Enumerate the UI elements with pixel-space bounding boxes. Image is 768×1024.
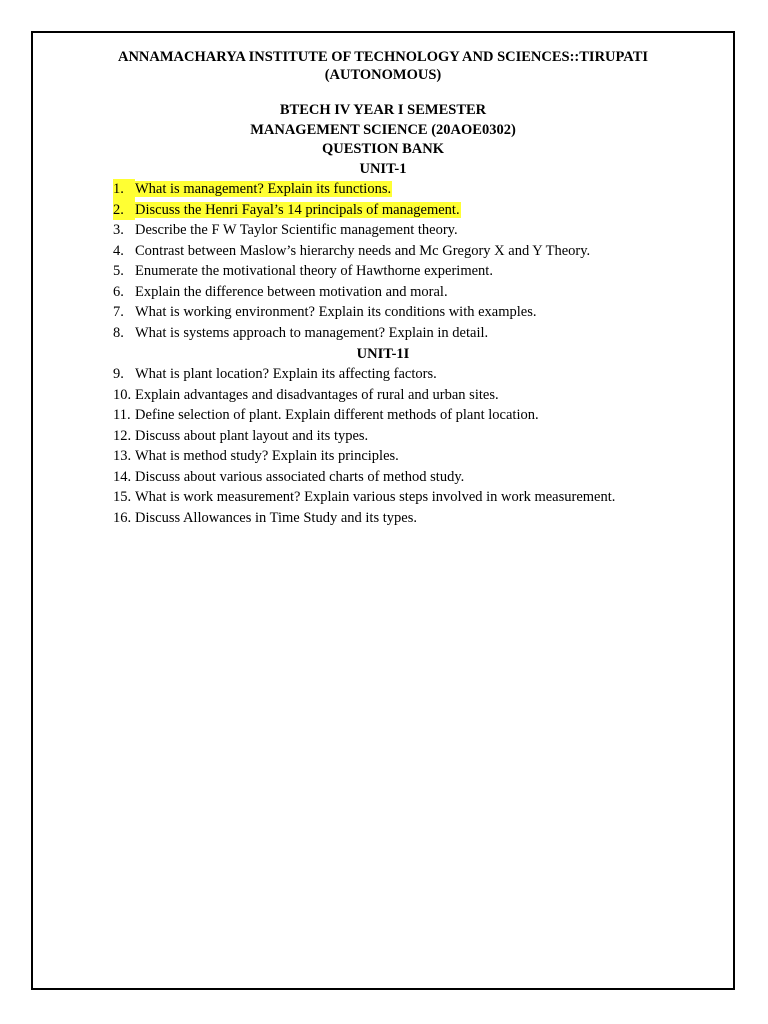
question-item (113, 467, 615, 488)
unit-1-heading: UNIT-1 (359, 161, 407, 177)
question-item (113, 487, 615, 508)
question-number: 12. (113, 427, 132, 444)
question-item (113, 179, 590, 200)
question-text: Discuss Allowances in Time Study and its types. (135, 509, 417, 526)
question-text: Define selection of plant. Explain different methods of plant location. (135, 407, 539, 423)
document-type: QUESTION BANK (321, 141, 445, 157)
unit-1-question-list (113, 179, 590, 343)
question-item (113, 241, 590, 262)
course-title: MANAGEMENT SCIENCE (20AOE0302) (250, 121, 516, 138)
question-number: 10. (113, 386, 132, 403)
question-item (113, 220, 590, 241)
question-item (113, 405, 615, 426)
autonomous-label: (AUTONOMOUS) (324, 67, 442, 83)
question-text: What is working environment? Explain its conditions with examples. (135, 304, 537, 320)
question-number: 15. (113, 489, 132, 505)
institute-name: ANNAMACHARYA INSTITUTE OF TECHNOLOGY AND SCIENCES::TIRUPATI (117, 49, 649, 65)
question-number: 13. (113, 448, 132, 464)
question-item (113, 364, 615, 385)
institute-header (33, 48, 733, 84)
question-number: 11. (113, 407, 131, 423)
question-text: Discuss about plant layout and its types. (135, 427, 369, 444)
question-item (113, 508, 615, 529)
question-item (113, 200, 590, 221)
question-text: Explain advantages and disadvantages of rural and urban sites. (135, 386, 499, 403)
question-text: Discuss about various associated charts of method study. (135, 468, 465, 485)
question-text: Enumerate the motivational theory of Hawthorne experiment. (135, 263, 493, 279)
question-number: 3. (113, 222, 124, 238)
question-number: 1. (113, 179, 135, 200)
question-item (113, 282, 590, 303)
question-number: 6. (113, 283, 124, 300)
question-text: What is work measurement? Explain various steps involved in work measurement. (135, 489, 616, 505)
question-text: Contrast between Maslow’s hierarchy needs and Mc Gregory X and Y Theory. (135, 242, 591, 259)
question-number: 14. (113, 468, 132, 485)
course-header (33, 101, 733, 160)
question-item (113, 446, 615, 467)
unit-2-heading: UNIT-1I (356, 346, 410, 362)
question-text: What is method study? Explain its principles. (135, 448, 399, 464)
question-text: What is plant location? Explain its affecting factors. (135, 366, 437, 382)
unit-2-question-list (113, 364, 615, 528)
question-text: Explain the difference between motivation and moral. (135, 283, 448, 300)
question-number: 2. (113, 200, 135, 221)
question-number: 9. (113, 366, 124, 382)
question-text: Describe the F W Taylor Scientific management theory. (135, 222, 458, 238)
question-text: What is management? Explain its functions. (135, 181, 392, 197)
question-item (113, 385, 615, 406)
question-text: Discuss the Henri Fayal’s 14 principals of management. (135, 201, 460, 218)
question-text: What is systems approach to management? Explain in detail. (135, 324, 489, 341)
question-number: 4. (113, 242, 124, 259)
question-number: 8. (113, 324, 124, 341)
question-item (113, 426, 615, 447)
question-number: 5. (113, 263, 124, 279)
question-number: 7. (113, 304, 124, 320)
question-item (113, 323, 590, 344)
question-item (113, 302, 590, 323)
question-number: 16. (113, 509, 132, 526)
question-item (113, 261, 590, 282)
year-semester: BTECH IV YEAR I SEMESTER (279, 102, 487, 118)
